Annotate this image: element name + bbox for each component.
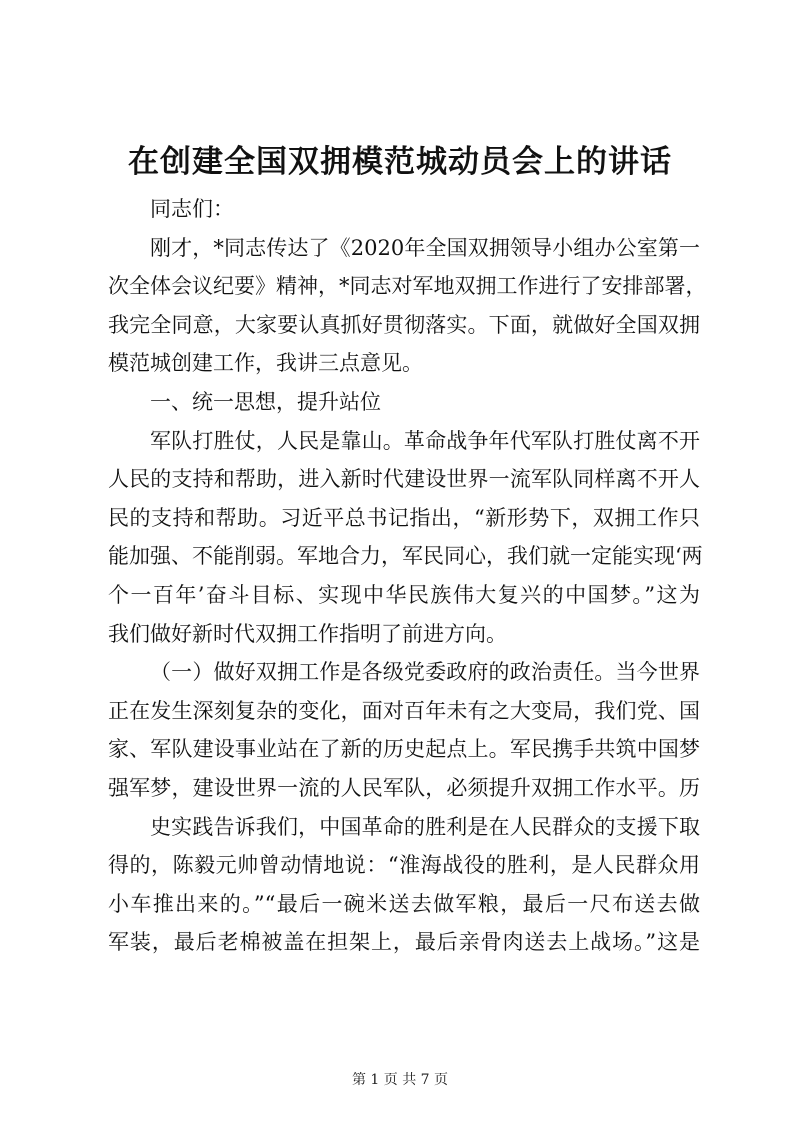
text-line: 史实践告诉我们，中国革命的胜利是在人民群众的支援下取 [150,814,700,839]
text-line: 次全体会议纪要》精神，*同志对军地双拥工作进行了安排部署， [108,274,707,299]
text-line: 模范城创建工作，我讲三点意见。 [108,351,423,376]
text-line: 同志们： [150,197,234,221]
text-line: 能加强、不能削弱。军地合力，军民同心，我们就一定能实现‘两 [108,544,703,569]
section-heading: 一、统一思想，提升站位 [150,389,381,414]
text-line: 军队打胜仗，人民是靠山。革命战争年代军队打胜仗离不开 [150,428,700,453]
text-line: 正在发生深刻复杂的变化，面对百年未有之大变局，我们党、国 [108,698,700,723]
page-footer: 第 1 页 共 7 页 [351,1072,449,1088]
text-line: 得的，陈毅元帅曾动情地说：“淮海战役的胜利，是人民群众用 [108,853,700,878]
document-body [108,190,707,962]
text-line: 人民的支持和帮助，进入新时代建设世界一流军队同样离不开人 [108,467,700,492]
text-line: 民的支持和帮助。习近平总书记指出，“新形势下，双拥工作只 [108,505,700,530]
text-line: 我们做好新时代双拥工作指明了前进方向。 [108,621,507,646]
text-line: 军装，最后老棉被盖在担架上，最后亲骨肉送去上战场。”这是 [108,930,700,955]
text-line: （一）做好双拥工作是各级党委政府的政治责任。当今世界 [150,660,700,685]
document-title: 在创建全国双拥模范城动员会上的讲话 [128,144,672,180]
text-line: 强军梦，建设世界一流的人民军队，必须提升双拥工作水平。历 [108,775,700,800]
text-line: 我完全同意，大家要认真抓好贯彻落实。下面，就做好全国双拥 [108,312,700,337]
text-line: 小车推出来的。”“最后一碗米送去做军粮，最后一尺布送去做 [108,891,700,916]
text-line: 家、军队建设事业站在了新的历史起点上。军民携手共筑中国梦 [108,737,700,762]
text-line: 个一百年’奋斗目标、实现中华民族伟大复兴的中国梦。”这为 [108,582,700,607]
text-line: 刚才，*同志传达了《2020年全国双拥领导小组办公室第一 [150,235,700,260]
